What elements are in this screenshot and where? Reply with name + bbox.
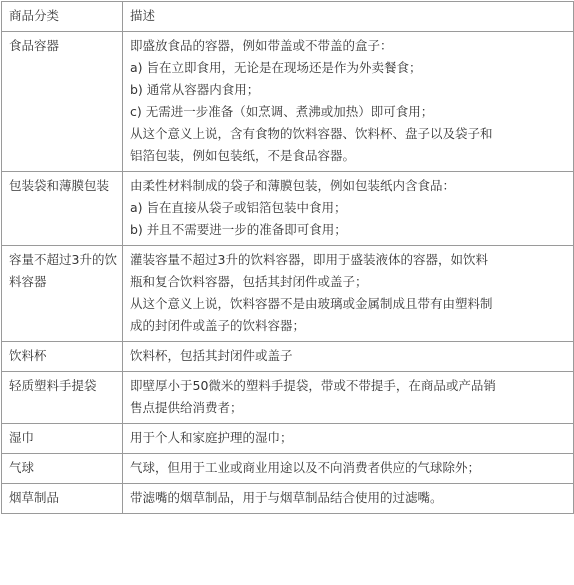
description-line: 气球，但用于工业或商业用途以及不向消费者供应的气球除外；: [130, 460, 481, 475]
category-cell: [2, 424, 123, 454]
category-cell: [2, 342, 123, 372]
description-cell: [123, 372, 574, 424]
table-row: [2, 342, 574, 372]
description-line: 成的封闭件或盖子的饮料容器；: [130, 318, 306, 333]
product-category-table: [1, 1, 574, 514]
table-header-row: [2, 2, 574, 32]
description-cell: [123, 424, 574, 454]
category-name: 气球: [9, 460, 35, 475]
description-line: b) 并且不需要进一步的准备即可食用；: [130, 222, 347, 237]
description-line: a) 旨在直接从袋子或铝箔包装中食用；: [130, 200, 347, 215]
description-line: 由柔性材料制成的袋子和薄膜包装，例如包装纸内含食品：: [130, 178, 456, 193]
category-cell: [2, 32, 123, 172]
description-line: 售点提供给消费者；: [130, 400, 243, 415]
category-name: 轻质塑料手提袋: [9, 378, 97, 393]
category-cell: [2, 372, 123, 424]
header-category: 商品分类: [2, 2, 123, 32]
description-cell: [123, 484, 574, 514]
table-row: [2, 454, 574, 484]
description-line: a) 旨在立即食用，无论是在现场还是作为外卖餐食；: [130, 60, 422, 75]
table-row: [2, 372, 574, 424]
category-name: 湿巾: [9, 430, 35, 445]
description-line: 用于个人和家庭护理的湿巾；: [130, 430, 293, 445]
category-name: 食品容器: [9, 38, 60, 53]
description-line: c) 无需进一步准备（如烹调、煮沸或加热）即可食用；: [130, 104, 434, 119]
description-line: 即壁厚小于50微米的塑料手提袋，带或不带提手，在商品或产品销: [130, 378, 496, 393]
description-line: 瓶和复合饮料容器，包括其封闭件或盖子；: [130, 274, 368, 289]
description-cell: [123, 32, 574, 172]
category-name: 包装袋和薄膜包装: [9, 178, 110, 193]
description-cell: [123, 342, 574, 372]
description-cell: [123, 172, 574, 246]
category-cell: [2, 484, 123, 514]
category-cell: [2, 172, 123, 246]
table-row: [2, 424, 574, 454]
description-line: b) 通常从容器内食用；: [130, 82, 260, 97]
table-row: [2, 32, 574, 172]
category-name: 烟草制品: [9, 490, 60, 505]
category-name: 饮料杯: [9, 348, 47, 363]
description-line: 铝箔包装，例如包装纸，不是食品容器。: [130, 148, 356, 163]
category-name: 容量不超过3升的饮料容器: [9, 252, 117, 289]
description-cell: [123, 454, 574, 484]
table-row: [2, 246, 574, 342]
table-row: [2, 172, 574, 246]
description-line: 灌装容量不超过3升的饮料容器，即用于盛装液体的容器，如饮料: [130, 252, 488, 267]
category-cell: [2, 246, 123, 342]
description-line: 即盛放食品的容器，例如带盖或不带盖的盒子：: [130, 38, 393, 53]
header-description: 描述: [123, 2, 574, 32]
description-line: 从这个意义上说，饮料容器不是由玻璃或金属制成且带有由塑料制: [130, 296, 493, 311]
description-line: 从这个意义上说，含有食物的饮料容器、饮料杯、盘子以及袋子和: [130, 126, 493, 141]
description-line: 饮料杯，包括其封闭件或盖子: [130, 348, 293, 363]
table-row: [2, 484, 574, 514]
category-cell: [2, 454, 123, 484]
description-line: 带滤嘴的烟草制品，用于与烟草制品结合使用的过滤嘴。: [130, 490, 443, 505]
description-cell: [123, 246, 574, 342]
